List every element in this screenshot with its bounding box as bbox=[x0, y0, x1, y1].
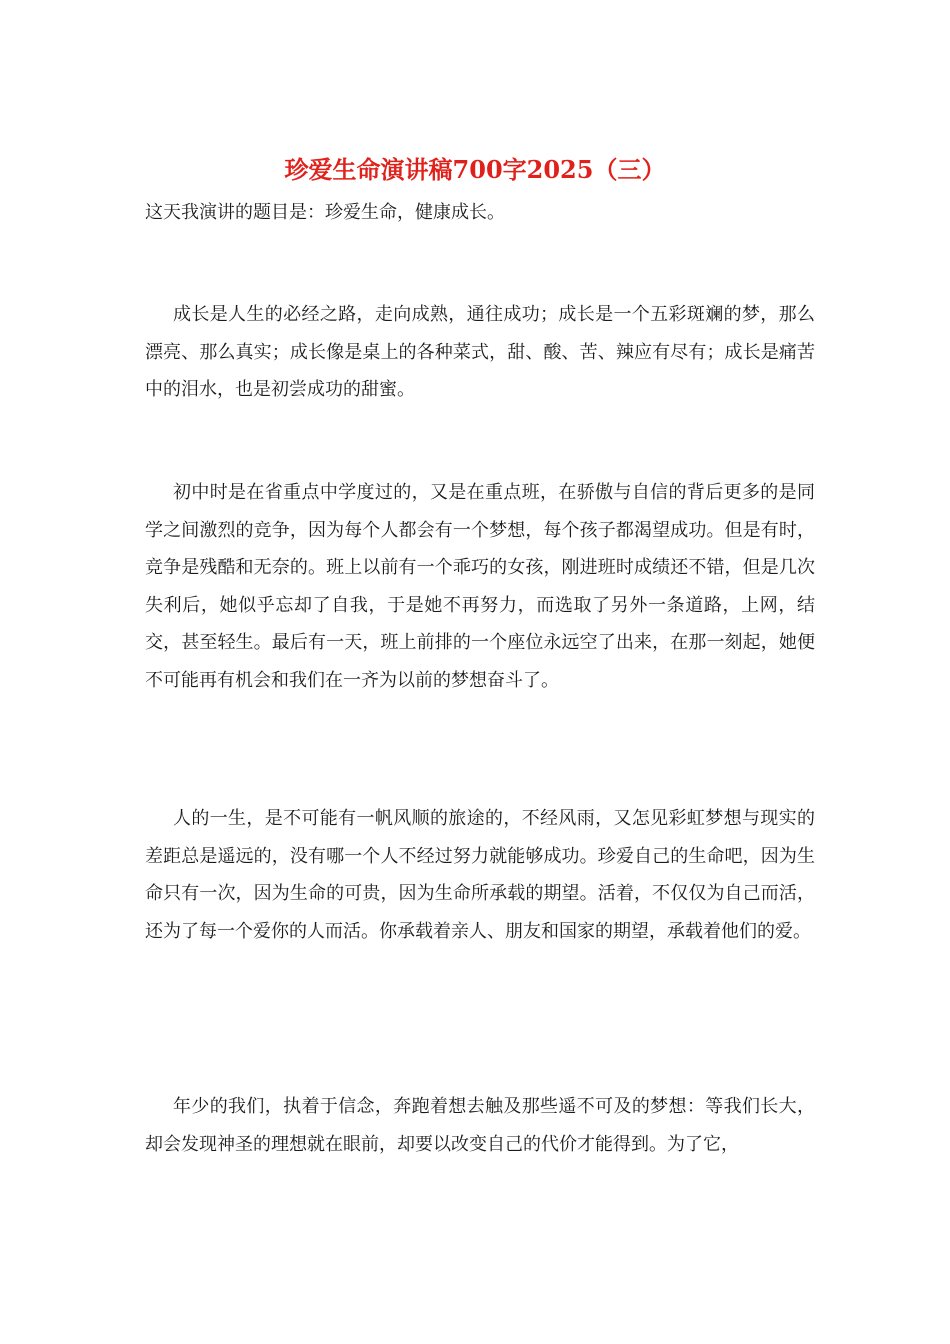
paragraph-4: 年少的我们，执着于信念，奔跑着想去触及那些遥不可及的梦想：等我们长大，却会发现神圣的理想就在眼前，却要以改变自己的代价才能得到。为了它， bbox=[145, 1096, 815, 1155]
document-title: 珍爱生命演讲稿700字2025（三） bbox=[284, 155, 666, 184]
paragraph-2: 初中时是在省重点中学度过的，又是在重点班，在骄傲与自信的背后更多的是同学之间激烈的竞争，因为每个人都会有一个梦想，每个孩子都渴望成功。但是有时，竞争是残酷和无奈的。班上以前有一个乖巧的女孩，刚进班时成绩还不错，但是几次失利后，她似乎忘却了自我，于是她不再努力，而选取了另外一条道路，上网，结交，甚至轻生。最后有一天，班上前排的一个座位永远空了出来，在那一刻起，她便不可能再有机会和我们在一齐为以前的梦想奋斗了。 bbox=[145, 482, 815, 691]
intro-line: 这天我演讲的题目是：珍爱生命，健康成长。 bbox=[145, 202, 505, 223]
paragraph-3: 人的一生，是不可能有一帆风顺的旅途的，不经风雨，又怎见彩虹梦想与现实的差距总是遥远的，没有哪一个人不经过努力就能够成功。珍爱自己的生命吧，因为生命只有一次，因为生命的可贵，因为生命所承载的期望。活着，不仅仅为自己而活，还为了每一个爱你的人而活。你承载着亲人、朋友和国家的期望，承载着他们的爱。 bbox=[145, 808, 815, 942]
paragraph-1: 成长是人生的必经之路，走向成熟，通往成功；成长是一个五彩斑斓的梦，那么漂亮、那么真实；成长像是桌上的各种菜式，甜、酸、苦、辣应有尽有；成长是痛苦中的泪水，也是初尝成功的甜蜜。 bbox=[145, 304, 815, 400]
